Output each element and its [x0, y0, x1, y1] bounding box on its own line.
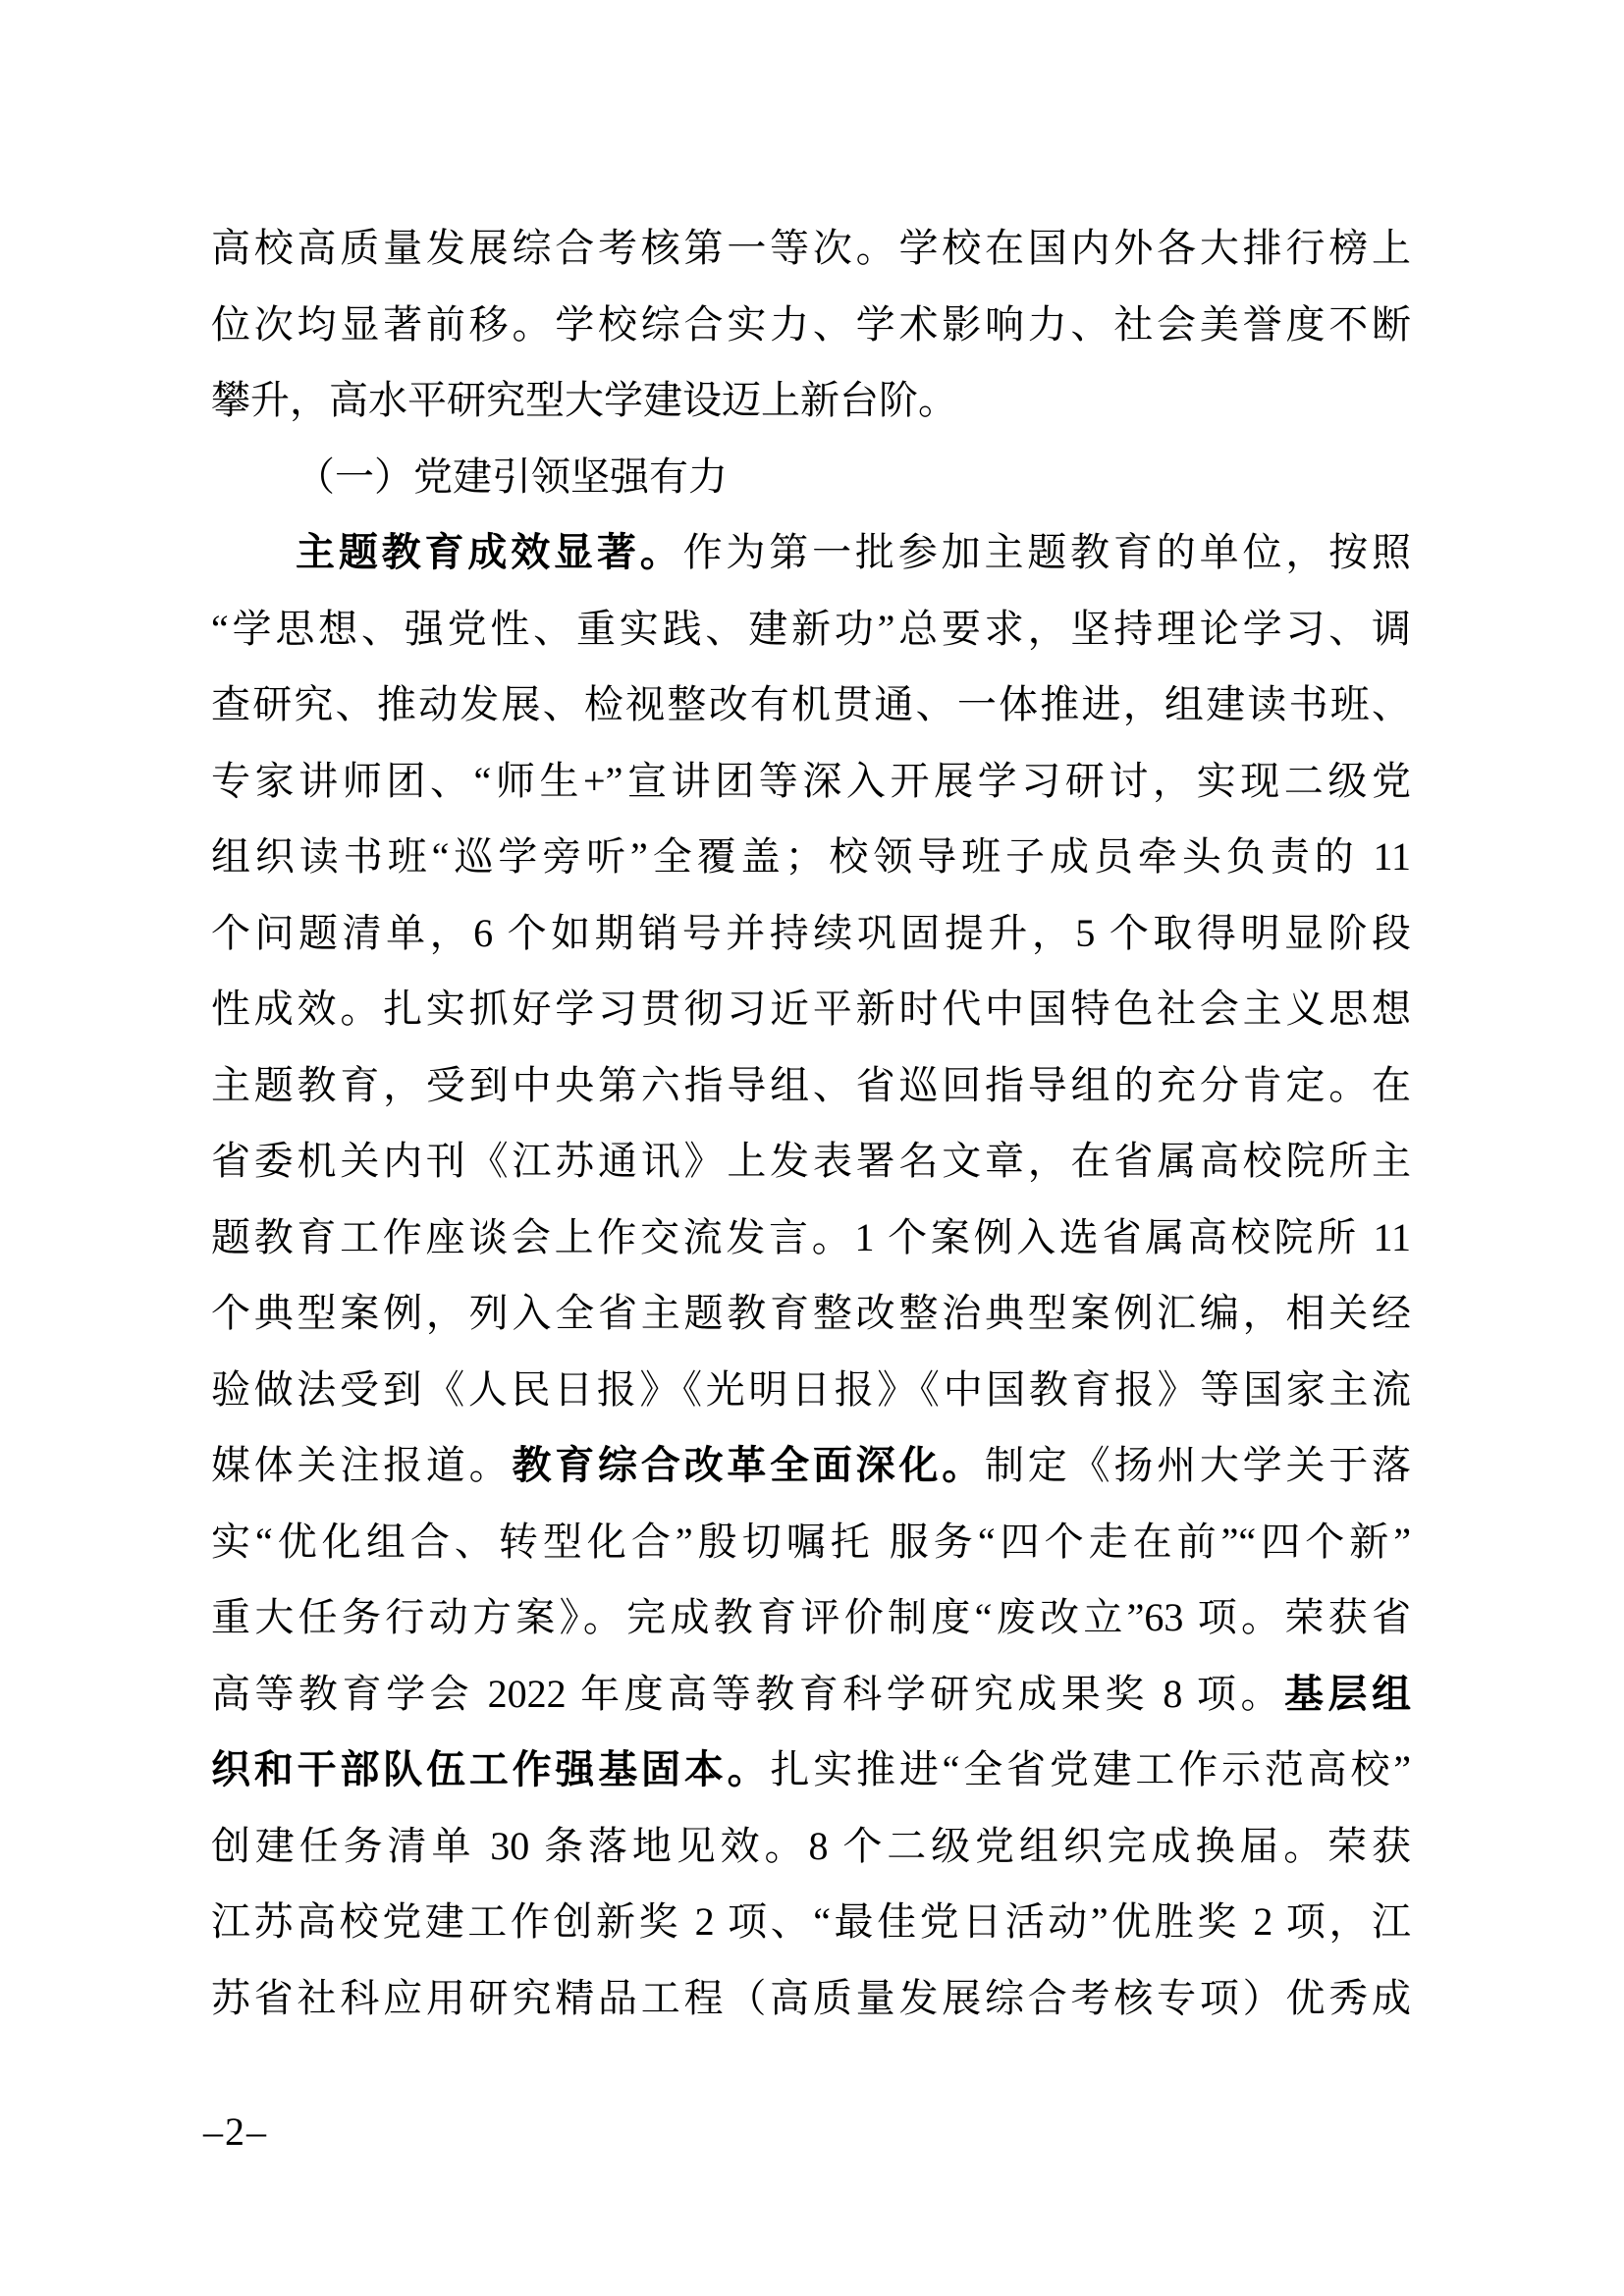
- text-segment: 省委机关内刊《江苏通讯》上发表署名文章，在省属高校院所主: [211, 1139, 1411, 1183]
- body-line-15: [211, 1275, 1411, 1352]
- text-segment: 实“优化组合、转型化合”殷切嘱托 服务“四个走在前”“四个新”: [211, 1519, 1411, 1564]
- emphasis-segment: 基层组: [1283, 1671, 1411, 1716]
- text-segment: 高校高质量发展综合考核第一等次。学校在国内外各大排行榜上: [211, 226, 1411, 270]
- text-segment: 查研究、推动发展、检视整改有机贯通、一体推进，组建读书班、: [211, 682, 1411, 726]
- body-line-20: [211, 1656, 1411, 1733]
- body-line-2: [211, 287, 1411, 363]
- body-line-12: [211, 1047, 1411, 1124]
- body-line-7: [211, 667, 1411, 743]
- text-segment: 苏省社科应用研究精品工程（高质量发展综合考核专项）优秀成: [211, 1975, 1411, 2020]
- text-segment: 高等教育学会 2022 年度高等教育科学研究成果奖 8 项。: [211, 1671, 1284, 1716]
- body-line-16: [211, 1352, 1411, 1428]
- text-segment: 制定《扬州大学关于落: [985, 1443, 1411, 1487]
- text-segment: 主题教育，受到中央第六指导组、省巡回指导组的充分肯定。在: [211, 1062, 1411, 1107]
- text-segment: 作为第一批参加主题教育的单位，按照: [682, 530, 1411, 574]
- page-number: –2–: [203, 2109, 268, 2154]
- text-segment: 题教育工作座谈会上作交流发言。1 个案例入选省属高校院所 11: [211, 1214, 1411, 1259]
- body-line-21: [211, 1732, 1411, 1808]
- text-segment: 性成效。扎实抓好学习贯彻习近平新时代中国特色社会主义思想: [211, 987, 1411, 1031]
- text-segment: 个典型案例，列入全省主题教育整改整治典型案例汇编，相关经: [211, 1291, 1411, 1335]
- body-line-3: [211, 362, 1411, 439]
- body-line-14: [211, 1200, 1411, 1276]
- body-line-11: [211, 971, 1411, 1047]
- emphasis-segment: 主题教育成效显著。: [296, 530, 683, 574]
- text-segment: 个问题清单，6 个如期销号并持续巩固提升，5 个取得明显阶段: [211, 910, 1411, 955]
- body-line-5: [211, 514, 1411, 591]
- body-line-1: [211, 210, 1411, 287]
- body-line-13: [211, 1123, 1411, 1200]
- text-segment: 专家讲师团、“师生+”宣讲团等深入开展学习研讨，实现二级党: [211, 758, 1411, 803]
- section-heading: [211, 439, 1411, 515]
- heading-text: （一）党建引领坚强有力: [296, 454, 728, 499]
- text-segment: 组织读书班“巡学旁听”全覆盖；校领导班子成员牵头负责的 11: [211, 834, 1411, 879]
- document-body: [211, 210, 1411, 2036]
- text-segment: 攀升，高水平研究型大学建设迈上新台阶。: [211, 378, 957, 422]
- text-segment: 创建任务清单 30 条落地见效。8 个二级党组织完成换届。荣获: [211, 1823, 1411, 1868]
- emphasis-segment: 教育综合改革全面深化。: [512, 1443, 986, 1487]
- text-segment: 扎实推进“全省党建工作示范高校”: [770, 1747, 1411, 1791]
- text-segment: 江苏高校党建工作创新奖 2 项、“最佳党日活动”优胜奖 2 项，江: [211, 1899, 1411, 1944]
- body-line-24: [211, 1960, 1411, 2037]
- text-segment: 位次均显著前移。学校综合实力、学术影响力、社会美誉度不断: [211, 301, 1411, 347]
- body-line-18: [211, 1504, 1411, 1580]
- body-line-9: [211, 819, 1411, 895]
- body-line-8: [211, 743, 1411, 820]
- emphasis-segment: 织和干部队伍工作强基固本。: [211, 1747, 771, 1791]
- body-line-22: [211, 1808, 1411, 1885]
- body-line-19: [211, 1579, 1411, 1656]
- text-segment: “学思想、强党性、重实践、建新功”总要求，坚持理论学习、调: [211, 606, 1411, 651]
- text-segment: 媒体关注报道。: [211, 1443, 513, 1487]
- body-line-10: [211, 895, 1411, 972]
- body-line-17: [211, 1427, 1411, 1504]
- text-segment: 重大任务行动方案》。完成教育评价制度“废改立”63 项。荣获省: [211, 1595, 1411, 1639]
- body-line-6: [211, 591, 1411, 667]
- text-segment: 验做法受到《人民日报》《光明日报》《中国教育报》等国家主流: [211, 1366, 1411, 1412]
- body-line-23: [211, 1884, 1411, 1960]
